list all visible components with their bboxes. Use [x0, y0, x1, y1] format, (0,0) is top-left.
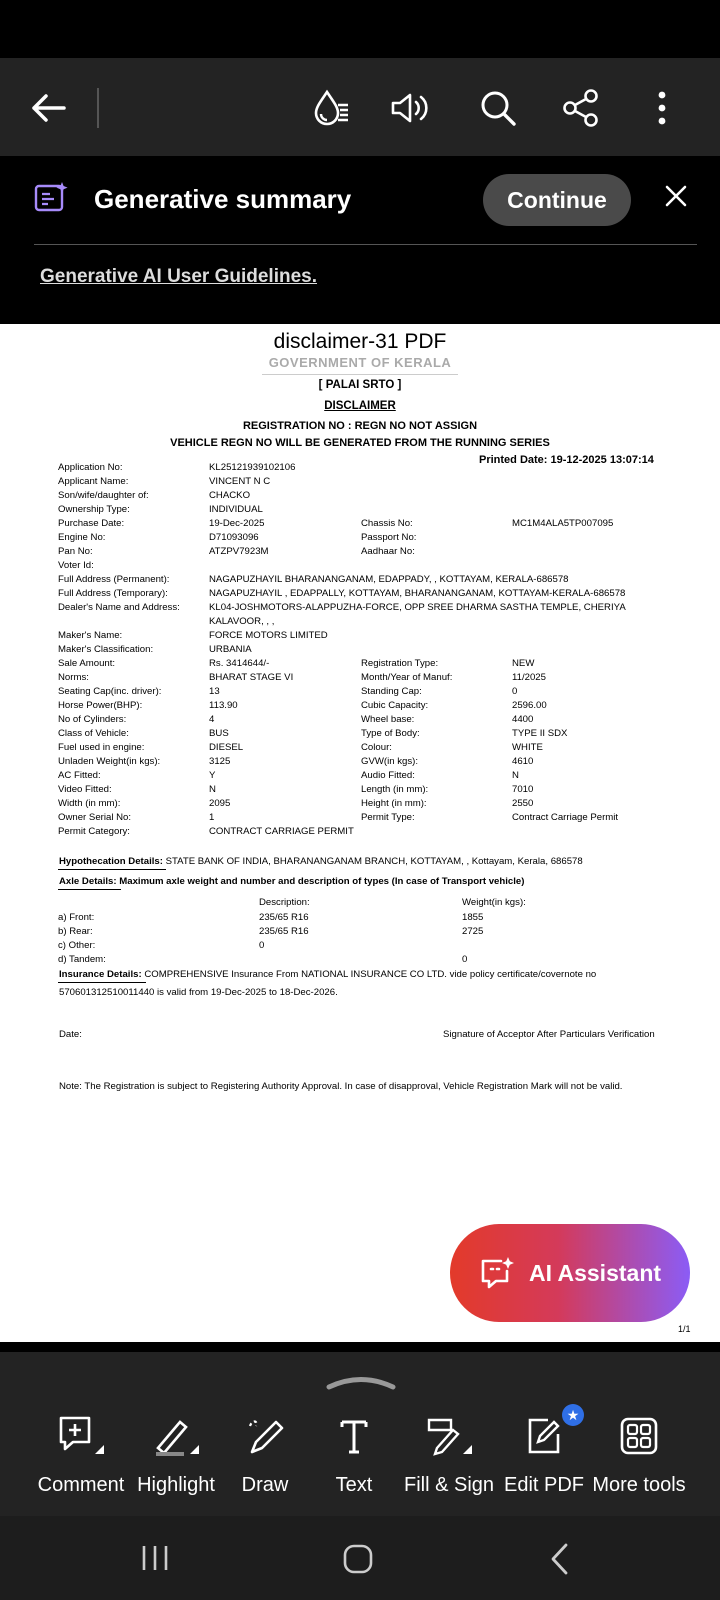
field-value: FORCE MOTORS LIMITED	[209, 630, 328, 641]
field-value: BHARAT STAGE VI	[209, 672, 294, 683]
insurance-line1: COMPREHENSIVE Insurance From NATIONAL INSURANCE CO LTD. vide policy certificate/covernote no	[144, 969, 597, 980]
axle-desc: Maximum axle weight and number and description of types (In case of Transport vehicle)	[119, 876, 525, 887]
field-label: Engine No:	[58, 532, 106, 543]
field-value: N	[209, 784, 216, 795]
field-label: AC Fitted:	[58, 770, 101, 781]
tool-more-tools[interactable]	[591, 1412, 687, 1497]
continue-button[interactable]: Continue	[483, 174, 631, 226]
tool-label: Draw	[241, 1474, 289, 1496]
ai-assistant-button[interactable]	[450, 1224, 690, 1322]
field-label: Maker's Name:	[58, 630, 123, 641]
tool-label: Fill & Sign	[403, 1474, 495, 1496]
field-label: Permit Category:	[58, 826, 130, 837]
text-icon	[306, 1412, 402, 1460]
field-label: Colour:	[361, 742, 392, 753]
insurance-label: Insurance Details:	[59, 969, 142, 980]
back-icon[interactable]	[550, 1543, 570, 1580]
toolbar-divider	[97, 88, 99, 128]
hypothecation-value: STATE BANK OF INDIA, BHARANANGANAM BRANCH, KOTTAYAM, , Kottayam, Kerala, 686578	[165, 856, 583, 867]
field-value: 19-Dec-2025	[209, 518, 265, 529]
tool-text[interactable]	[306, 1412, 402, 1497]
axle-col-desc: Description:	[259, 897, 310, 908]
field-label: Wheel base:	[361, 714, 415, 725]
axle-label: Axle Details:	[59, 876, 117, 887]
hypothecation-label: Hypothecation Details:	[59, 856, 163, 867]
generative-summary-banner	[0, 156, 720, 324]
field-value: 2550	[512, 798, 534, 809]
comment-icon	[33, 1412, 129, 1460]
generative-summary-title: Generative summary	[94, 184, 352, 214]
field-label: Passport No:	[361, 532, 417, 543]
bottom-tools-bar	[0, 1352, 720, 1516]
search-icon[interactable]	[476, 86, 520, 130]
recent-apps-icon[interactable]	[140, 1544, 170, 1577]
field-value: 2095	[209, 798, 231, 809]
premium-star-icon: ★	[562, 1404, 584, 1426]
insurance-line2: 570601312510011440 is valid from 19-Dec-2025 to 18-Dec-2026.	[59, 987, 338, 998]
field-label: Class of Vehicle:	[58, 728, 129, 739]
divider	[262, 374, 458, 375]
axle-label: b) Rear:	[58, 926, 93, 937]
doc-filename	[0, 330, 720, 354]
field-label: Chassis No:	[361, 518, 413, 529]
expand-handle[interactable]	[326, 1374, 396, 1395]
hypothecation-row	[59, 856, 583, 867]
field-label: Dealer's Name and Address:	[58, 602, 180, 613]
field-value: 13	[209, 686, 220, 697]
doc-filename-text: disclaimer-31 PDF	[273, 330, 447, 353]
field-label: GVW(in kgs):	[361, 756, 419, 767]
field-value: D71093096	[209, 532, 259, 543]
field-value: BUS	[209, 728, 229, 739]
field-value: KL04-JOSHMOTORS-ALAPPUZHA-FORCE, OPP SREE DHARMA SASTHA TEMPLE, CHERIYA	[209, 602, 626, 613]
tool-label: Comment	[37, 1474, 125, 1496]
field-label: Height (in mm):	[361, 798, 427, 809]
field-value: ATZPV7923M	[209, 546, 269, 557]
field-value: 4400	[512, 714, 534, 725]
pdf-page	[0, 324, 720, 1342]
tool-draw[interactable]	[217, 1412, 313, 1497]
field-value: TYPE II SDX	[512, 728, 568, 739]
field-label: Maker's Classification:	[58, 644, 154, 655]
ai-guidelines-link[interactable]: Generative AI User Guidelines.	[40, 266, 318, 287]
field-value: 113.90	[209, 700, 238, 711]
signature-label: Signature of Acceptor After Particulars Verification	[443, 1029, 655, 1040]
field-label: Video Fitted:	[58, 784, 112, 795]
field-label: Month/Year of Manuf:	[361, 672, 453, 683]
note: Note: The Registration is subject to Registering Authority Approval. In case of disapproval, Vehicle Registration Mark will not be valid.	[59, 1081, 623, 1092]
arrow-left-icon[interactable]	[26, 86, 70, 130]
field-label: Application No:	[58, 462, 123, 473]
tool-label: More tools	[592, 1474, 686, 1496]
highlight-icon	[128, 1412, 224, 1460]
tool-highlight[interactable]	[128, 1412, 224, 1497]
field-label: Seating Cap(inc. driver):	[58, 686, 162, 697]
divider	[58, 869, 166, 870]
field-label: Length (in mm):	[361, 784, 429, 795]
field-label: Width (in mm):	[58, 798, 121, 809]
field-value: MC1M4ALA5TP007095	[512, 518, 614, 529]
field-label: Purchase Date:	[58, 518, 125, 529]
field-value: KALAVOOR, , ,	[209, 616, 275, 627]
tool-edit-pdf[interactable]	[496, 1407, 592, 1497]
field-value: NEW	[512, 658, 535, 669]
tool-fill-sign[interactable]	[401, 1412, 497, 1497]
fill-sign-icon	[401, 1412, 497, 1460]
field-label: Horse Power(BHP):	[58, 700, 143, 711]
separator	[34, 244, 697, 245]
field-value: 3125	[209, 756, 231, 767]
doc-heading: DISCLAIMER	[324, 400, 396, 412]
field-value: Contract Carriage Permit	[512, 812, 619, 823]
ai-assistant-label: AI Assistant	[528, 1259, 662, 1286]
doc-office: [ PALAI SRTO ]	[318, 379, 402, 391]
field-value: 1	[209, 812, 215, 823]
field-label: No of Cylinders:	[58, 714, 127, 725]
more-vertical-icon[interactable]	[640, 86, 684, 130]
axle-weight: 0	[462, 954, 468, 965]
field-value: CONTRACT CARRIAGE PERMIT	[209, 826, 354, 837]
field-value: NAGAPUZHAYIL BHARANANGANAM, EDAPPADY, , KOTTAYAM, KERALA-686578	[209, 574, 569, 585]
field-value: CHACKO	[209, 490, 251, 501]
axle-row	[59, 876, 524, 887]
axle-weight: 1855	[462, 912, 484, 923]
field-value: 4	[209, 714, 215, 725]
field-value: 0	[512, 686, 518, 697]
field-label: Norms:	[58, 672, 89, 683]
field-value: 11/2025	[512, 672, 546, 683]
field-value: 4610	[512, 756, 534, 767]
page-indicator: 1/1	[678, 1324, 691, 1334]
field-value: Y	[209, 770, 216, 781]
field-label: Full Address (Temporary):	[58, 588, 168, 599]
field-label: Unladen Weight(in kgs):	[58, 756, 161, 767]
divider	[58, 982, 146, 983]
tool-label: Edit PDF	[503, 1474, 585, 1496]
field-value: VINCENT N C	[209, 476, 271, 487]
axle-weight: 2725	[462, 926, 484, 937]
field-label: Audio Fitted:	[361, 770, 415, 781]
share-icon[interactable]	[559, 86, 603, 130]
field-label: Aadhaar No:	[361, 546, 415, 557]
liquid-mode-icon[interactable]	[309, 86, 353, 130]
doc-regn-line: REGISTRATION NO : REGN NO NOT ASSIGN	[242, 420, 478, 432]
axle-label: a) Front:	[58, 912, 95, 923]
axle-col-weight: Weight(in kgs):	[462, 897, 526, 908]
field-label: Son/wife/daughter of:	[58, 490, 149, 501]
axle-description: 235/65 R16	[259, 926, 309, 937]
printed-date: Printed Date: 19-12-2025 13:07:14	[479, 454, 654, 466]
home-icon[interactable]	[343, 1544, 373, 1579]
system-navigation-bar	[0, 1516, 720, 1600]
field-value: 2596.00	[512, 700, 547, 711]
field-value: DIESEL	[209, 742, 244, 753]
field-label: Sale Amount:	[58, 658, 116, 669]
field-value: KL25121939102106	[209, 462, 296, 473]
field-label: Type of Body:	[361, 728, 420, 739]
draw-icon	[217, 1412, 313, 1460]
ai-summary-icon	[34, 180, 70, 221]
field-value: 7010	[512, 784, 534, 795]
axle-label: d) Tandem:	[58, 954, 106, 965]
field-value: INDIVIDUAL	[209, 504, 263, 515]
field-value: WHITE	[512, 742, 543, 753]
doc-government: GOVERNMENT OF KERALA	[268, 355, 452, 370]
doc-series-line: VEHICLE REGN NO WILL BE GENERATED FROM THE RUNNING SERIES	[170, 437, 550, 449]
axle-label: c) Other:	[58, 940, 96, 951]
tool-label: Highlight	[137, 1474, 215, 1496]
field-label: Full Address (Permanent):	[58, 574, 170, 585]
field-label: Permit Type:	[361, 812, 415, 823]
divider	[58, 889, 121, 890]
field-value: N	[512, 770, 519, 781]
field-label: Voter Id:	[58, 560, 94, 571]
close-icon[interactable]	[664, 184, 688, 213]
insurance-row	[59, 969, 596, 980]
field-label: Pan No:	[58, 546, 93, 557]
field-label: Cubic Capacity:	[361, 700, 429, 711]
field-label: Fuel used in engine:	[58, 742, 145, 753]
date-label: Date:	[59, 1029, 82, 1040]
more-tools-icon	[591, 1412, 687, 1460]
top-toolbar	[0, 58, 720, 156]
field-label: Registration Type:	[361, 658, 439, 669]
tool-label: Text	[335, 1474, 373, 1496]
field-label: Ownership Type:	[58, 504, 130, 515]
field-value: NAGAPUZHAYIL , EDAPPALLY, KOTTAYAM, BHARANANGANAM, KOTTAYAM-KERALA-686578	[209, 588, 626, 599]
tool-comment[interactable]	[33, 1412, 129, 1497]
field-label: Owner Serial No:	[58, 812, 132, 823]
ai-assistant-icon	[479, 1255, 515, 1291]
field-label: Applicant Name:	[58, 476, 129, 487]
field-label: Standing Cap:	[361, 686, 422, 697]
axle-description: 235/65 R16	[259, 912, 309, 923]
read-aloud-icon[interactable]	[388, 86, 432, 130]
field-value: URBANIA	[209, 644, 252, 655]
field-value: Rs. 3414644/-	[209, 658, 270, 669]
axle-description: 0	[259, 940, 265, 951]
